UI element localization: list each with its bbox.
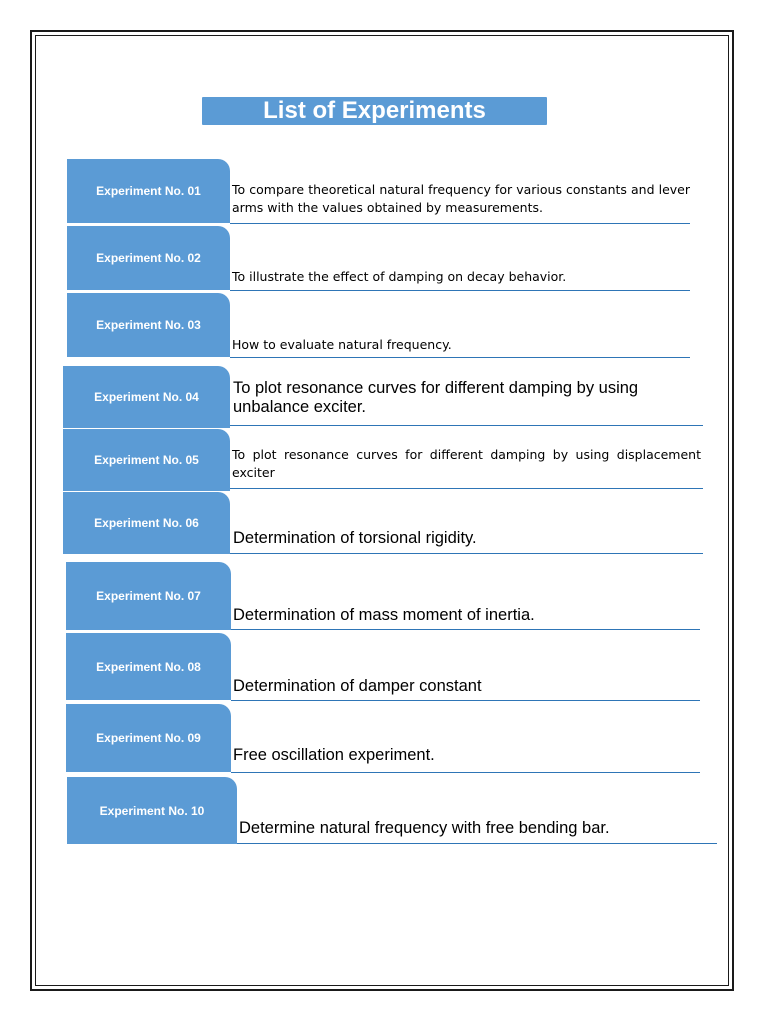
experiment-rule-03 [230,357,690,358]
page-title: List of Experiments [202,97,547,125]
experiment-description-08: Determination of damper constant [233,677,482,695]
experiment-rule-08 [231,700,700,701]
experiment-rule-07 [231,629,700,630]
experiment-tab-07: Experiment No. 07 [66,562,231,630]
experiment-tab-06: Experiment No. 06 [63,492,230,554]
experiment-description-01: To compare theoretical natural frequency for various constants and lever arms with the values obtained by measurements. [232,182,690,215]
experiment-description-04: To plot resonance curves for different damping by using unbalance exciter. [233,379,639,416]
experiment-description-10: Determine natural frequency with free bending bar. [239,819,610,837]
experiment-tab-04: Experiment No. 04 [63,366,230,428]
experiment-tab-09: Experiment No. 09 [66,704,231,772]
experiment-tab-03: Experiment No. 03 [67,293,230,357]
experiment-tab-08: Experiment No. 08 [66,633,231,700]
experiment-tab-02: Experiment No. 02 [67,226,230,290]
experiment-rule-02 [230,290,690,291]
experiment-rule-10 [237,843,717,844]
experiment-description-07: Determination of mass moment of inertia. [233,606,535,624]
experiment-rule-09 [231,772,700,773]
experiment-rule-04 [230,425,703,426]
experiment-description-02: To illustrate the effect of damping on decay behavior. [232,269,567,284]
experiment-tab-05: Experiment No. 05 [63,429,230,491]
experiment-tab-01: Experiment No. 01 [67,159,230,223]
experiment-rule-06 [230,553,703,554]
experiment-description-05: To plot resonance curves for different damping by using displacement exciter [232,447,701,480]
experiment-description-06: Determination of torsional rigidity. [233,529,477,547]
experiment-description-09: Free oscillation experiment. [233,746,435,764]
experiment-rule-05 [230,488,703,489]
experiment-rule-01 [230,223,690,224]
experiment-description-03: How to evaluate natural frequency. [232,337,452,352]
experiment-tab-10: Experiment No. 10 [67,777,237,844]
